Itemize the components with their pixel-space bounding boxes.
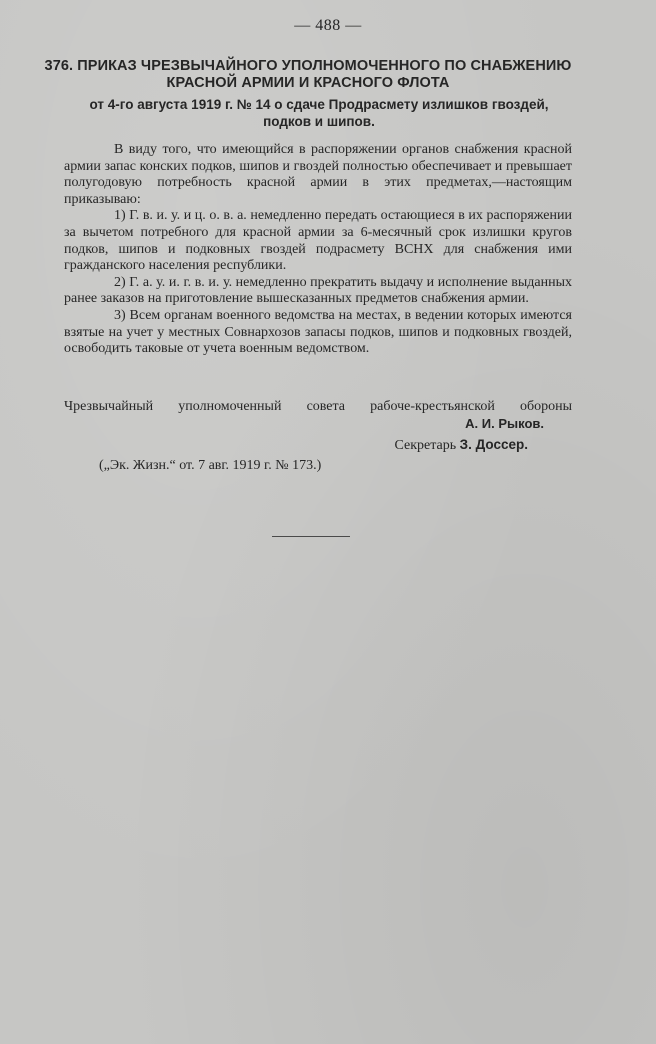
secretary-name: З. Доссер. <box>459 437 528 452</box>
document-title: 376. ПРИКАЗ ЧРЕЗВЫЧАЙНОГО УПОЛНОМОЧЕННОГО ПО СНАБЖЕНИЮ КРАСНОЙ АРМИИ И КРАСНОГО ФЛОТА <box>44 58 572 91</box>
page-number: — 488 — <box>294 17 362 34</box>
paragraph-item-2: 2) Г. а. у. и. г. в. и. у. немедленно прекратить выдачу и исполнение выданных ранее заказов на приготовление вышесказанных предметов снабжения армии. <box>64 274 572 307</box>
paragraph-item-3: 3) Всем органам военного ведомства на местах, в ведении которых имеются взятые на учет у местных Совнархозов запасы подков, шипов и подковных гвоздей, освободить таковые от учета военным ведомством. <box>64 307 572 357</box>
secretary-role: Секретарь <box>394 438 457 453</box>
document-subtitle: от 4-го августа 1919 г. № 14 о сдаче Продрасмету излишков гвоздей, подков и шипов. <box>89 97 549 129</box>
signature-block-main <box>64 398 572 432</box>
paragraph-item-1: 1) Г. в. и. у. и ц. о. в. а. немедленно передать остающиеся в их распоряжении за вычетом потребного для красной армии за 6-месячный срок излишки кругов подков, шипов и подковных гвоздей подрасмету ВСНХ для снабжения ими гражданского населения республики. <box>64 208 572 274</box>
signatory-name: А. И. Рыков. <box>465 416 544 431</box>
paragraph-preamble: В виду того, что имеющийся в распоряжении органов снабжения красной армии запас конских подков, шипов и гвоздей полностью обеспечивает и превышает полугодовую потребность красной армии в этих предметах,—настоящим приказываю: <box>64 142 572 207</box>
signature-block-secretary <box>395 436 528 454</box>
section-divider <box>272 536 350 537</box>
document-body <box>64 142 572 358</box>
source-reference: („Эк. Жизн.“ от. 7 авг. 1919 г. № 173.) <box>99 458 322 473</box>
signatory-role: Чрезвычайный уполномоченный совета рабоче-крестьянской обороны <box>64 399 572 414</box>
